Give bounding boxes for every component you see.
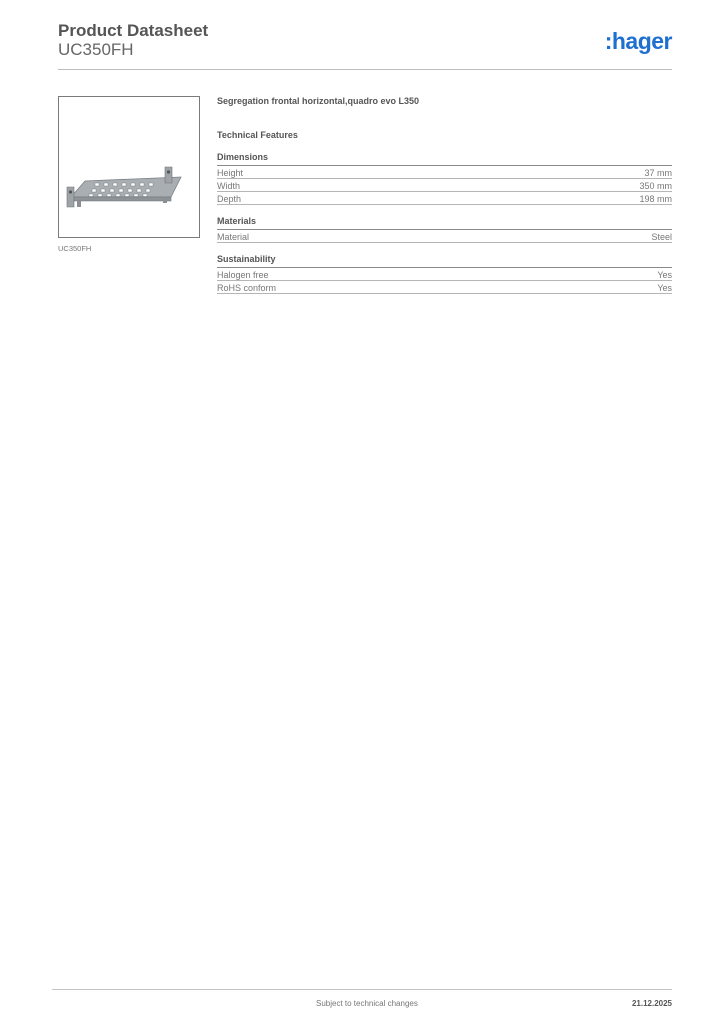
row-value: Yes xyxy=(657,283,672,293)
table-row xyxy=(217,166,672,179)
product-code: UC350FH xyxy=(58,40,134,59)
table-row xyxy=(217,192,672,205)
product-image xyxy=(58,96,200,238)
dimensions-section xyxy=(217,152,672,205)
technical-features-title: Technical Features xyxy=(217,130,298,140)
row-label: Halogen free xyxy=(217,270,269,280)
table-row xyxy=(217,230,672,243)
page-header xyxy=(58,20,672,70)
row-value: 37 mm xyxy=(644,168,672,178)
section-title: Materials xyxy=(217,216,672,230)
table-row xyxy=(217,281,672,294)
row-label: Height xyxy=(217,168,244,178)
table-row xyxy=(217,268,672,281)
row-value: Steel xyxy=(651,232,672,242)
footer-note: Subject to technical changes xyxy=(316,999,418,1008)
page-footer xyxy=(52,989,672,1008)
hager-logo: :hager xyxy=(604,28,672,54)
row-label: Depth xyxy=(217,194,242,204)
footer-date: 21.12.2025 xyxy=(631,999,672,1008)
segregation-plate-illustration xyxy=(59,97,199,237)
image-caption: UC350FH xyxy=(58,244,92,253)
section-title: Sustainability xyxy=(217,254,672,268)
product-description: Segregation frontal horizontal,quadro evo L350 xyxy=(217,96,420,106)
row-value: 350 mm xyxy=(639,181,672,191)
row-label: Material xyxy=(217,232,250,242)
materials-section xyxy=(217,216,672,243)
row-label: Width xyxy=(217,181,241,191)
section-title: Dimensions xyxy=(217,152,672,166)
table-row xyxy=(217,179,672,192)
row-value: Yes xyxy=(657,270,672,280)
document-title: Product Datasheet xyxy=(58,21,209,40)
sustainability-section xyxy=(217,254,672,294)
row-label: RoHS conform xyxy=(217,283,277,293)
product-details xyxy=(217,96,672,294)
row-value: 198 mm xyxy=(639,194,672,204)
